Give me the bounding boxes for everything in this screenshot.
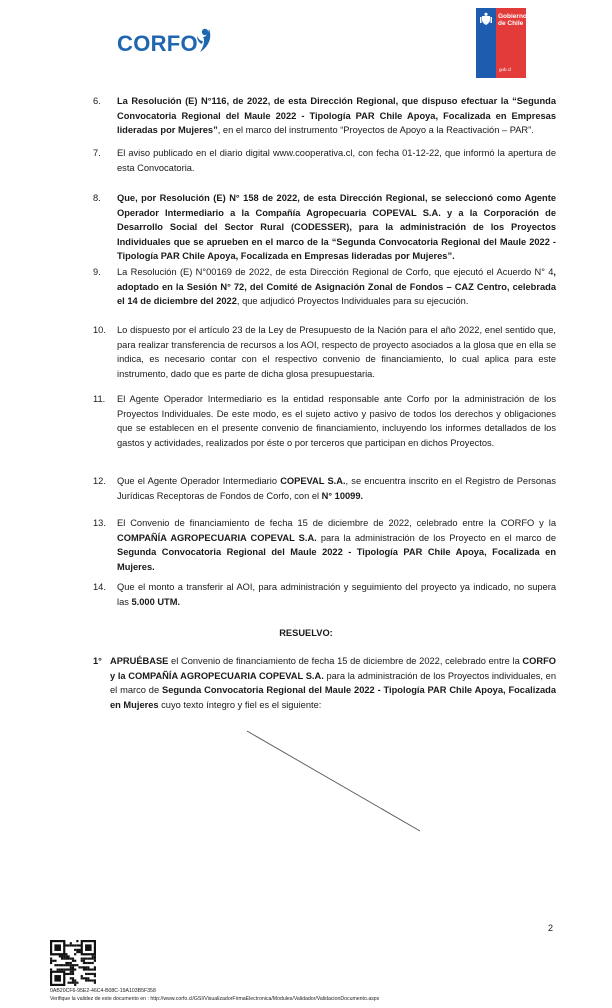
item-text xyxy=(117,191,556,264)
text-segment: COPEVAL S.A. xyxy=(280,476,346,486)
text-segment: 5.000 UTM. xyxy=(131,596,181,607)
considerando-item xyxy=(93,580,556,609)
text-segment: APRUÉBASE xyxy=(110,656,169,666)
item-number: 7. xyxy=(93,148,101,158)
text-segment: el Convenio de financiamiento de fecha 15 de diciembre de 2022, celebrado entre la xyxy=(168,656,523,666)
text-segment: La Resolución (E) N°00169 de 2022, de esta Dirección Regional de Corfo, que ejecutó el Acuerdo N° 4 xyxy=(117,267,554,277)
text-segment: , en el marco del instrumento “Proyectos de Apoyo a la Reactivación – PAR”. xyxy=(217,125,534,136)
corfo-logo xyxy=(117,28,212,58)
qr-code-icon[interactable] xyxy=(50,940,96,986)
considerando-item xyxy=(93,191,556,264)
gob-logo-line1: Gobierno xyxy=(498,13,527,20)
item-text xyxy=(117,323,556,381)
considerando-item xyxy=(93,516,556,574)
text-segment: El Agente Operador Intermediario es la entidad responsable ante Corfo por la administración de los Proyectos Individuales. De este modo, es el sujeto activo y pasivo de todos los derechos y obligaciones que se establecen en el presente convenio de financiamiento, incluyendo los informes detallados de los gastos y actividades, realizados por éste o por terceros que participan en dichos Proyectos. xyxy=(117,394,556,448)
document-hash: 0AB20CF6-95E2-46C4-B08C-19A103B5F358 xyxy=(50,988,156,994)
gobierno-de-chile-logo xyxy=(476,8,526,78)
resuelvo-item-text xyxy=(110,654,556,712)
text-segment: Que el Agente Operador Intermediario xyxy=(117,476,281,486)
text-segment: para la administración de los Proyecto en el marco de xyxy=(316,532,556,543)
text-segment: Que el monto a transferir al AOI, para administración y seguimiento del proyecto ya indicado, no supera las xyxy=(117,582,556,607)
item-text xyxy=(117,474,556,503)
text-segment: , se encuentra inscrito en el Registro de Personas Jurídicas Receptoras de Fondos de Corfo, con el xyxy=(117,476,556,501)
text-segment: COMPAÑÍA AGROPECUARIA COPEVAL S.A. xyxy=(117,532,317,543)
item-number: 8. xyxy=(93,193,101,203)
considerando-item xyxy=(93,474,556,503)
considerando-item xyxy=(93,146,556,175)
text-segment: , que adjudicó Proyectos Individuales para su ejecución. xyxy=(236,296,469,307)
gob-logo-line2: de Chile xyxy=(498,20,524,27)
resuelvo-item-1 xyxy=(93,654,556,712)
item-text xyxy=(117,392,556,450)
considerando-item xyxy=(93,94,556,138)
gob-logo-url: gob.cl xyxy=(499,67,512,72)
text-segment: para la administración de los Proyectos individuales, en el marco de xyxy=(110,670,556,696)
text-segment: Lo dispuesto por el artículo 23 de la Ley de Presupuesto de la Nación para el año 2022, enel sentido que, para realizar transferencia de recursos a los AOI, respecto de proyecto asociados a la glosa que en ella se indica, es necesario contar con el respectivo convenio de financiamiento, lo cual aplica para este instrumento, dado que es parte de dicha glosa presupuestaria. xyxy=(117,325,556,379)
text-segment: Segunda Convocatoria Regional del Maule 2022 - Tipología PAR Chile Apoya, Focalizada en Mujeres. xyxy=(117,547,556,572)
corfo-figure-icon xyxy=(196,28,212,54)
item-number: 9. xyxy=(93,267,101,277)
corfo-logo-text: CORFO xyxy=(117,31,198,56)
text-segment: CORFO y la COMPAÑÍA AGROPECUARIA COPEVAL S.A. xyxy=(110,656,556,681)
resuelvo-heading: RESUELVO: xyxy=(279,628,333,638)
text-segment: El aviso publicado en el diario digital www.cooperativa.cl, con fecha 01-12-22, que informó la apertura de esta Convocatoria. xyxy=(117,148,556,173)
text-segment: La Resolución (E) N°116, de 2022, de esta Dirección Regional, que dispuso efectuar la “Segunda Convocatoria Regional del Maule 2022 - Tipología PAR Chile Apoya, Focalizada en Empresas lideradas por Mujeres” xyxy=(117,96,556,136)
item-number: 10. xyxy=(93,325,106,335)
text-segment: , adoptado en la Sesión N° 72, del Comité de Asignación Zonal de Fondos – CAZ Centro, celebrada el 14 de diciembre del 2022 xyxy=(117,267,556,307)
resuelvo-item-number: 1° xyxy=(93,656,102,666)
item-number: 13. xyxy=(93,518,106,528)
item-text xyxy=(117,580,556,609)
item-text xyxy=(117,516,556,574)
item-text xyxy=(117,146,556,175)
considerando-item xyxy=(93,323,556,381)
text-segment: Que, por Resolución (E) N° 158 de 2022, de esta Dirección Regional, se seleccionó como Agente Operador Intermediario a la Compañía Agropecuaria COPEVAL S.A. y a la Corporación de Desarrollo Social del Sector Rural (CODESSER), para la administración de los Proyectos Individuales que se aprueben en el marco de la “Segunda Convocatoria Regional del Maule 2022 - Tipología PAR Chile Apoya, Focalizada en Empresas lideradas por Mujeres”. xyxy=(117,193,556,262)
item-number: 12. xyxy=(93,476,106,486)
page-number: 2 xyxy=(548,923,554,933)
item-number: 6. xyxy=(93,96,101,106)
coat-of-arms-icon xyxy=(479,12,493,26)
considerando-item xyxy=(93,392,556,450)
text-segment: N° 10099. xyxy=(321,490,364,501)
text-segment: cuyo texto íntegro y fiel es el siguiente: xyxy=(158,699,322,710)
text-segment: Segunda Convocatoria Regional del Maule 2022 - Tipología PAR Chile Apoya, Focalizada en Mujeres xyxy=(110,685,556,710)
item-number: 11. xyxy=(93,394,106,404)
item-number: 14. xyxy=(93,582,106,592)
item-text xyxy=(117,94,556,138)
verification-link-text[interactable]: Verifique la validez de este documento en : http://www.corfo.cl/GSI/VisualizadorFirmaElectronica/Modules/Validador/ValidacionDocumento.aspx xyxy=(50,996,380,1002)
item-text xyxy=(117,265,556,309)
considerando-item xyxy=(93,265,556,309)
text-segment: El Convenio de financiamiento de fecha 15 de diciembre de 2022, celebrado entre la CORFO y la xyxy=(117,518,556,528)
